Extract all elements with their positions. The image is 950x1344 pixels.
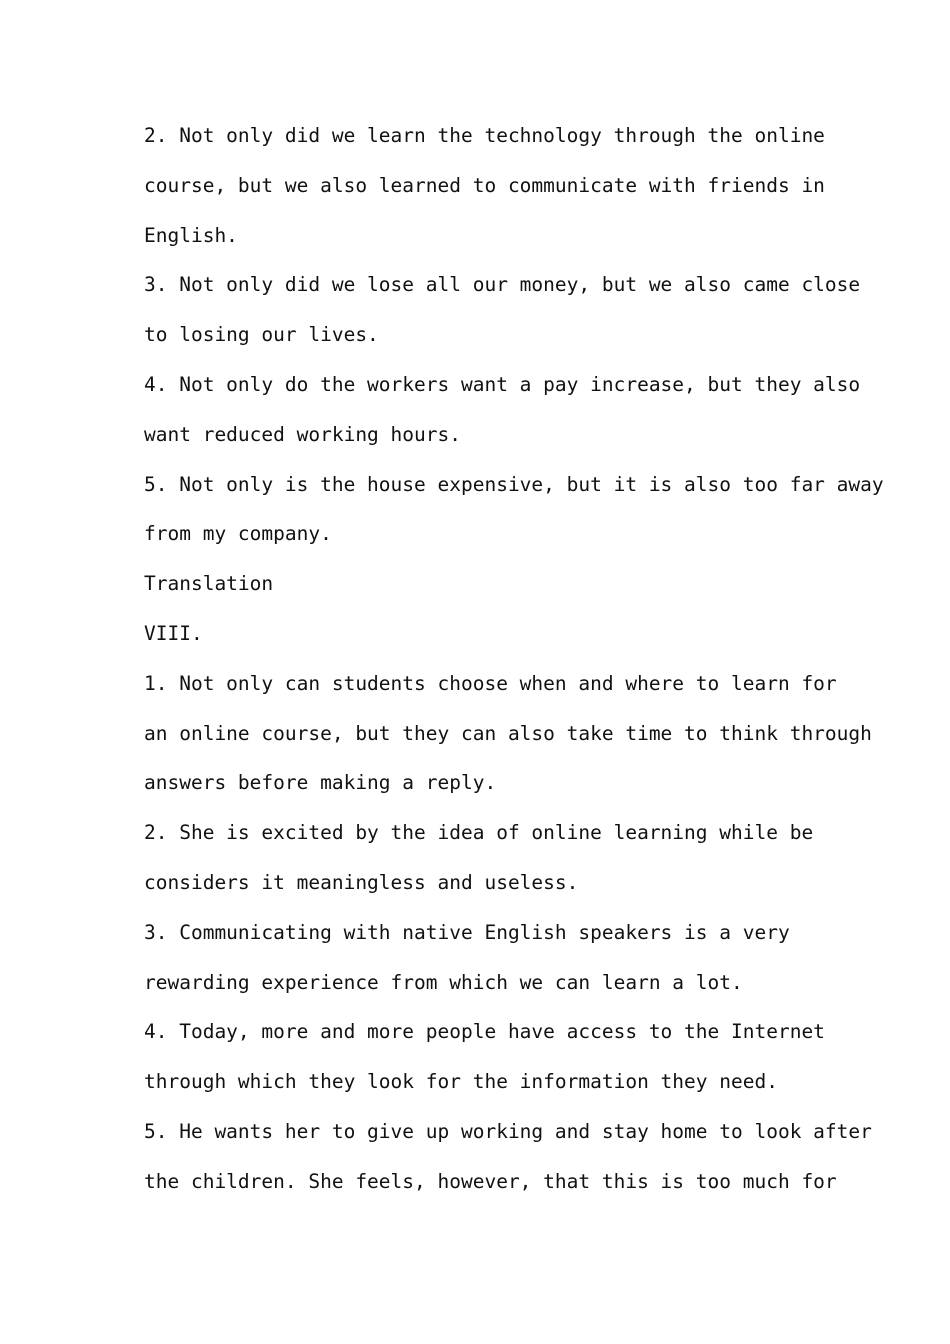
- text-line: 4. Today, more and more people have access to the Internet: [144, 1020, 825, 1044]
- text-line: the children. She feels, however, that this is too much for: [144, 1169, 837, 1193]
- text-line: considers it meaningless and useless.: [144, 870, 579, 894]
- text-line: 3. Not only did we lose all our money, but we also came close: [144, 273, 861, 297]
- text-line: 5. He wants her to give up working and stay home to look after: [144, 1119, 872, 1143]
- text-line: through which they look for the information they need.: [144, 1070, 778, 1094]
- text-line: 3. Communicating with native English speakers is a very: [144, 920, 790, 944]
- text-line: 2. Not only did we learn the technology through the online: [144, 124, 825, 147]
- text-line: 4. Not only do the workers want a pay increase, but they also: [144, 372, 861, 396]
- text-line: an online course, but they can also take time to think through: [144, 721, 872, 745]
- text-line: English.: [144, 223, 238, 247]
- text-line: 2. She is excited by the idea of online learning while be: [144, 821, 814, 845]
- text-line: 1. Not only can students choose when and where to learn for: [144, 671, 837, 695]
- section-number: VIII.: [144, 621, 203, 645]
- text-line: course, but we also learned to communicate with friends in: [144, 173, 825, 197]
- text-line: want reduced working hours.: [144, 422, 461, 446]
- document-body: [144, 111, 884, 1207]
- text-line: to losing our lives.: [144, 323, 379, 347]
- section-heading: Translation: [144, 572, 274, 596]
- text-line: answers before making a reply.: [144, 771, 497, 795]
- text-line: from my company.: [144, 522, 332, 546]
- text-line: rewarding experience from which we can learn a lot.: [144, 970, 743, 994]
- text-line: 5. Not only is the house expensive, but it is also too far away: [144, 472, 884, 496]
